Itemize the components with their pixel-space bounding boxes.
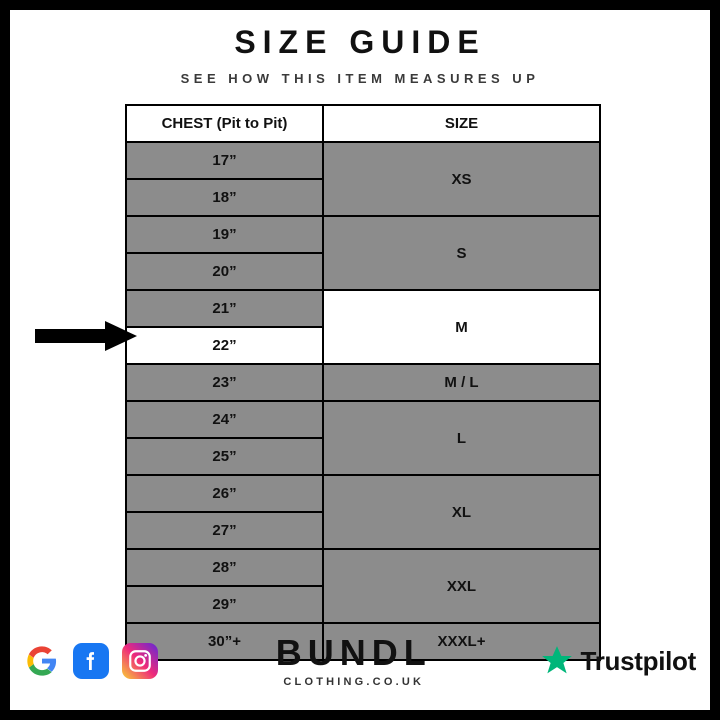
trustpilot-label: Trustpilot [580, 645, 696, 676]
table-row [126, 216, 600, 253]
size-value: XXL [323, 549, 600, 623]
size-value-highlighted: M [323, 290, 600, 364]
size-value: L [323, 401, 600, 475]
chest-value: 27” [126, 512, 323, 549]
chest-value: 21” [126, 290, 323, 327]
chest-value: 28” [126, 549, 323, 586]
chest-value: 18” [126, 179, 323, 216]
table-row [126, 142, 600, 179]
table-header-row [126, 105, 600, 142]
instagram-icon[interactable] [122, 643, 158, 679]
chest-value: 29” [126, 586, 323, 623]
facebook-icon[interactable] [73, 643, 109, 679]
table-row [126, 549, 600, 586]
size-table [125, 104, 601, 661]
arrow-shaft [35, 329, 109, 343]
social-links [24, 643, 158, 679]
chest-value: 26” [126, 475, 323, 512]
brand-url: CLOTHING.CO.UK [283, 675, 425, 688]
table-row [126, 475, 600, 512]
right-arrow-icon [35, 321, 139, 351]
column-header-size: SIZE [323, 105, 600, 142]
table-row [126, 401, 600, 438]
size-value: XXXL+ [323, 623, 600, 660]
column-header-chest: CHEST (Pit to Pit) [126, 105, 323, 142]
google-icon[interactable] [24, 643, 60, 679]
footer [10, 622, 710, 700]
chest-value: 17” [126, 142, 323, 179]
page-title: SIZE GUIDE [234, 24, 486, 60]
size-value: XS [323, 142, 600, 216]
brand-name: BUNDL [275, 631, 432, 673]
chest-value: 25” [126, 438, 323, 475]
chest-value: 20” [126, 253, 323, 290]
size-value: S [323, 216, 600, 290]
size-value: XL [323, 475, 600, 549]
size-value: M / L [323, 364, 600, 401]
trustpilot-logo[interactable] [540, 644, 696, 678]
size-table-wrapper [125, 104, 595, 661]
brand-logo [275, 631, 432, 688]
chest-value: 22” [126, 327, 323, 364]
chest-value: 23” [126, 364, 323, 401]
trustpilot-star-icon [540, 644, 574, 678]
table-row [126, 364, 600, 401]
chest-value: 24” [126, 401, 323, 438]
page-subtitle: SEE HOW THIS ITEM MEASURES UP [180, 71, 540, 86]
arrow-head [105, 321, 137, 351]
chest-value: 19” [126, 216, 323, 253]
size-guide-card [10, 10, 710, 710]
chest-value: 30”+ [126, 623, 323, 660]
table-row-highlighted [126, 290, 600, 327]
